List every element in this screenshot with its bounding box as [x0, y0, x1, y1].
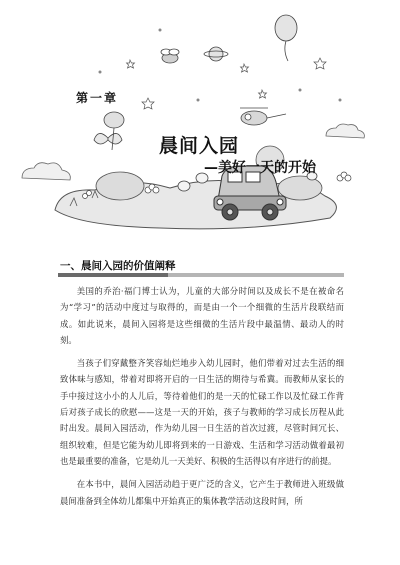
section-heading: 一、晨间入园的价值阐释: [60, 260, 176, 272]
bee-icon: [161, 49, 179, 63]
chapter-title: 晨间入园: [159, 135, 240, 157]
star-icon: [127, 58, 327, 109]
section-divider-accent: [58, 273, 168, 277]
planet-icon: [204, 47, 228, 61]
chapter-banner-illustration: [0, 0, 400, 240]
paragraph: 当孩子们穿戴整齐笑容灿烂地步入幼儿园时，他们带着对过去生活的细致体味与感知，带着对即将开启的一日生活的期待与希冀。而教师从家长的手中接过这小小的人儿后，等待着他们的是一天的忙碌工作以及忙碌工作背后对孩子成长的欣慰——这是一天的开始，孩子与教师的学习成长历程从此时出发。晨间入园活动，作为幼儿园一日生活的首次过渡，尽管时间冗长、组织较难，但是它能为幼儿即将到来的一日游戏、生活和学习活动做着最初也是最重要的准备，它是幼儿一天美好、积极的生活得以有序进行的前提。: [60, 358, 344, 466]
bush-left: [96, 172, 144, 200]
chapter-subtitle: —美好一天的开始: [204, 160, 316, 176]
bug-icon: [104, 112, 124, 150]
sparkle-icon: [99, 29, 342, 102]
balloon-icon: [275, 15, 297, 61]
cartoon-scene: [0, 0, 400, 240]
body-text: [60, 283, 344, 516]
paragraph: 美国的乔治·福门博士认为，儿童的大部分时间以及成长不是在被命名为“学习”的活动中度过与取得的，而是由一个一个细微的生活片段联结而成。如此说来，晨间入园将是这些细微的生活片段中最温情、最动人的时刻。: [60, 286, 344, 345]
paragraph: 在本书中，晨间入园活动趋于更广泛的含义，它产生于教师进入班级做晨间准备到全体幼儿都集中开始真正的集体教学活动这段时间，所: [60, 479, 344, 506]
helicopter-icon: [240, 108, 286, 125]
butterfly-icon: [94, 133, 122, 144]
chapter-number: 第一章: [76, 91, 119, 105]
